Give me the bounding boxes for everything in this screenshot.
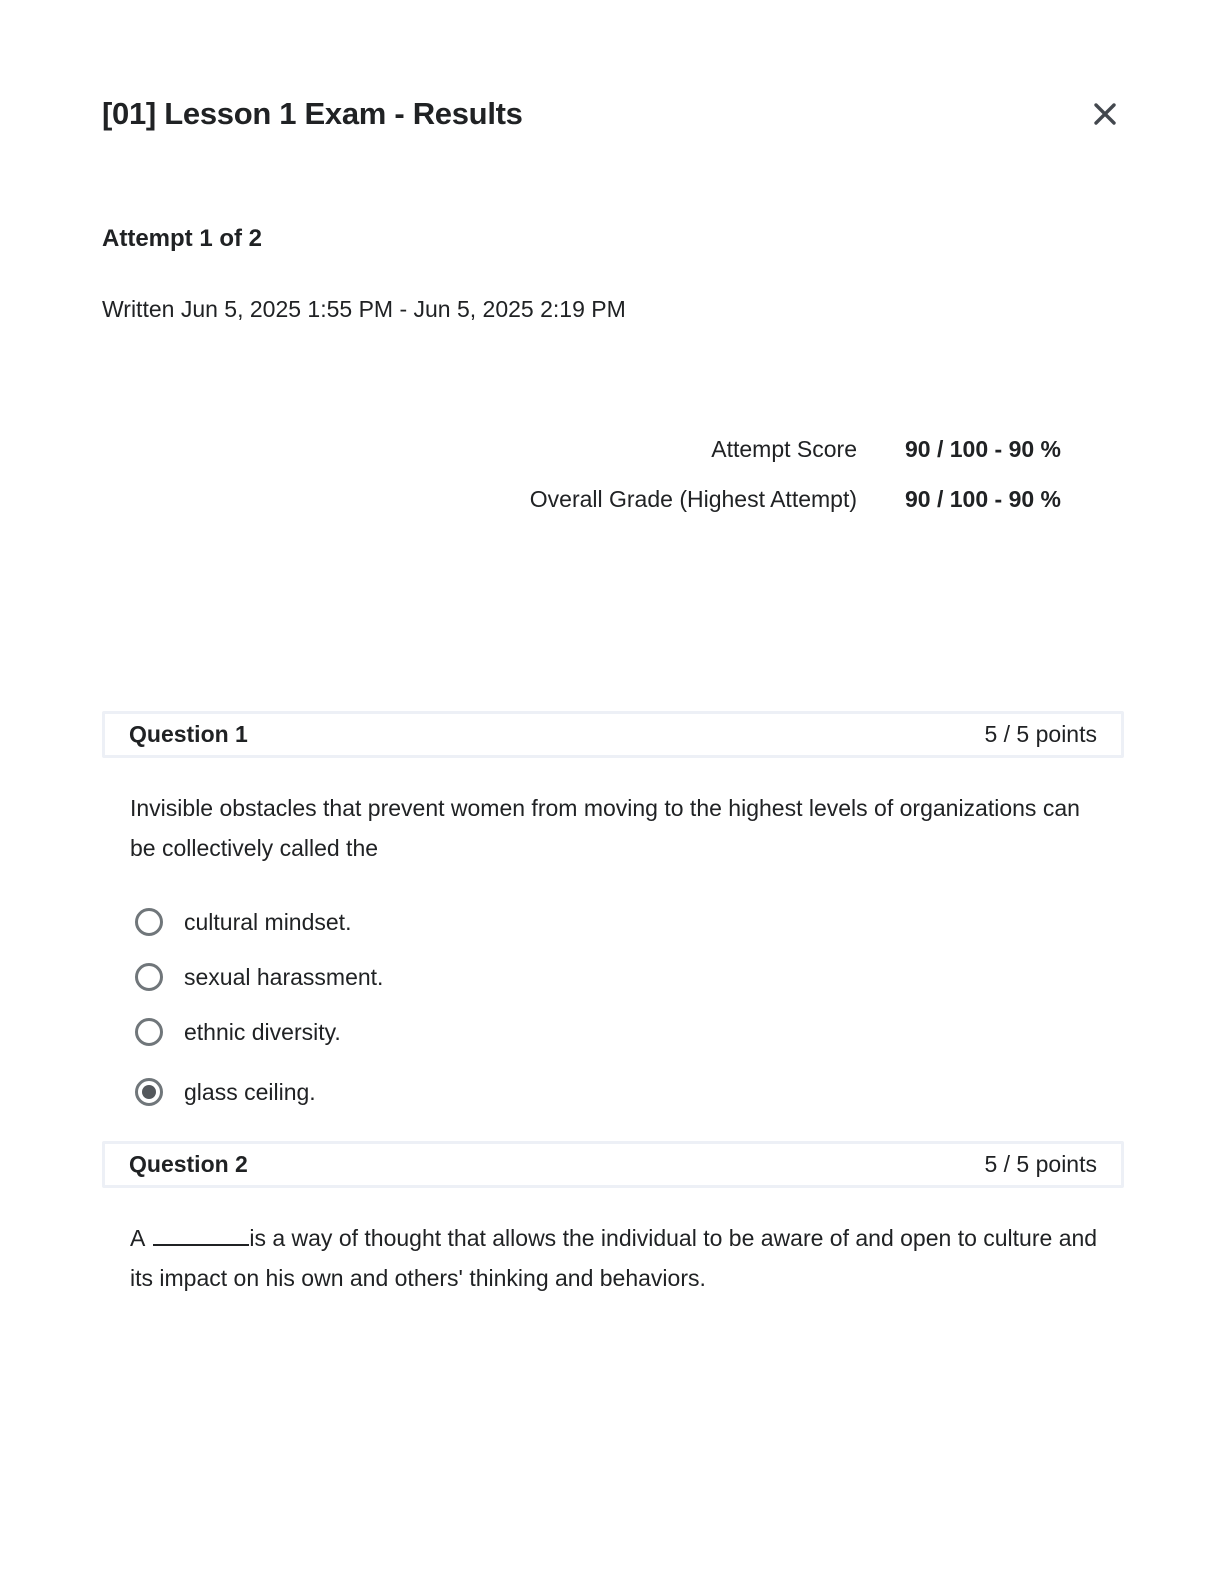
question-2-section [102,1141,1124,1298]
question-2-header [102,1141,1124,1188]
radio-button[interactable] [135,1078,163,1106]
close-icon [1088,97,1122,131]
option-label: cultural mindset. [184,908,352,935]
question-2-text [130,1218,1098,1298]
option-ethnic-diversity[interactable] [135,1018,1124,1046]
attempt-dates: Written Jun 5, 2025 1:55 PM - Jun 5, 2025 2:19 PM [102,296,626,322]
overall-grade-label: Overall Grade (Highest Attempt) [529,486,857,512]
attempt-score-label: Attempt Score [711,436,857,462]
attempt-score-value: 90 / 100 - 90 % [905,436,1061,462]
modal-header [102,95,1124,133]
question-1-points: 5 / 5 points [984,721,1097,747]
radio-button[interactable] [135,908,163,936]
option-label: sexual harassment. [184,963,384,990]
question-1-section [102,711,1124,1106]
question-1-title: Question 1 [129,721,248,747]
question-list [102,711,1124,1298]
question-2-text-end: is a way of thought that allows the individual to be aware of and open to culture and its impact on his own and others' thinking and behaviors. [130,1225,1098,1292]
question-2-title: Question 2 [129,1151,248,1178]
question-1-text: Invisible obstacles that prevent women from moving to the highest levels of organizations can be collectively called the [130,795,1080,862]
overall-grade-row [102,486,1124,513]
overall-grade-value: 90 / 100 - 90 % [905,486,1061,512]
question-1-header [102,711,1124,758]
option-sexual-harassment[interactable] [135,963,1124,991]
question-2-points: 5 / 5 points [984,1151,1097,1178]
radio-button[interactable] [135,1018,163,1046]
score-summary [102,436,1124,513]
radio-button[interactable] [135,963,163,991]
page-title: [01] Lesson 1 Exam - Results [102,96,523,131]
question-2-text-start: A [130,1225,146,1252]
question-1-options [135,908,1124,1106]
attempt-score-row [102,436,1124,463]
close-button[interactable] [1086,95,1124,133]
option-label: ethnic diversity. [184,1018,341,1045]
option-glass-ceiling[interactable] [135,1078,1124,1106]
option-cultural-mindset[interactable] [135,908,1124,936]
attempt-heading: Attempt 1 of 2 [102,225,263,252]
answer-blank [153,1244,249,1246]
option-label: glass ceiling. [184,1078,316,1105]
